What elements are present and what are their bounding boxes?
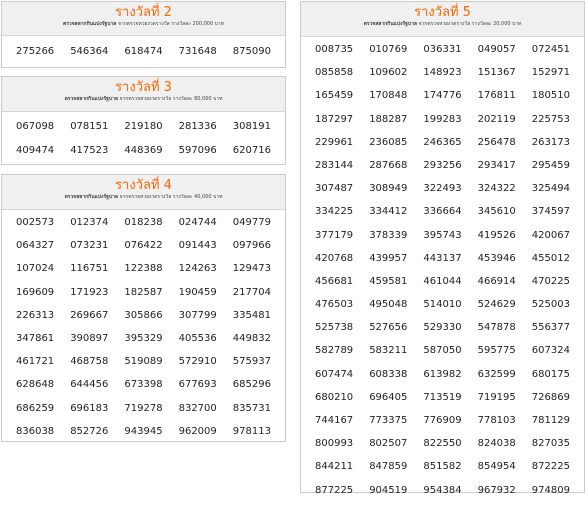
prize-number: 455012 [531, 252, 570, 264]
prize-number: 395329 [124, 332, 163, 344]
prize-number: 229961 [315, 136, 354, 148]
prize-number: 374597 [531, 206, 570, 218]
prize-4-issuer: ตรวจสลากกินแบ่งรัฐบาล [64, 194, 118, 200]
prize-number: 525738 [315, 322, 354, 334]
prize-number: 067098 [16, 121, 55, 132]
prize-number: 847859 [369, 461, 408, 473]
prize-number: 281336 [178, 121, 217, 132]
prize-number: 049779 [232, 217, 271, 228]
prize-3-title: รางวัลที่ 3 [115, 80, 172, 95]
prize-number: 225753 [531, 113, 570, 125]
prize-number: 904519 [369, 484, 408, 496]
prize-number: 217704 [232, 286, 271, 298]
prize-number: 409474 [16, 145, 55, 156]
prize-number: 800993 [315, 438, 354, 450]
prize-number: 390897 [70, 332, 109, 344]
prize-number: 519089 [124, 356, 163, 368]
prize-number: 109602 [369, 67, 408, 79]
prize-3-header [2, 77, 285, 112]
prize-number: 618474 [124, 46, 163, 57]
prize-number: 449832 [232, 332, 271, 344]
prize-number: 024744 [178, 217, 217, 228]
prize-number: 293256 [423, 159, 462, 171]
prize-number: 124263 [178, 263, 217, 275]
prize-number: 802507 [369, 438, 408, 450]
prize-number: 049057 [477, 44, 516, 55]
prize-number: 107024 [16, 263, 55, 275]
prize-number: 875090 [232, 46, 271, 57]
prize-number: 527656 [369, 322, 408, 334]
prize-number: 744167 [315, 415, 354, 426]
prize-number: 854954 [477, 461, 516, 473]
prize-number: 419526 [477, 229, 516, 241]
prize-number: 334225 [315, 206, 354, 218]
prize-5-subtitle [301, 21, 584, 30]
prize-number: 781129 [531, 415, 570, 426]
prize-number: 378339 [369, 229, 408, 241]
prize-number: 731648 [178, 46, 217, 57]
prize-number: 002573 [16, 217, 55, 228]
prize-number: 572910 [178, 356, 217, 368]
prize-number: 170848 [369, 90, 408, 102]
prize-number: 470225 [531, 275, 570, 287]
prize-5-numbers [301, 37, 584, 502]
prize-number: 072451 [531, 44, 570, 55]
prize-number: 325494 [531, 183, 570, 195]
prize-number: 182587 [124, 286, 163, 298]
prize-number: 305866 [124, 309, 163, 321]
prize-number: 190459 [178, 286, 217, 298]
prize-number: 308191 [232, 121, 271, 132]
prize-number: 719195 [477, 391, 516, 403]
prize-number: 696405 [369, 391, 408, 403]
prize-number: 176811 [477, 90, 516, 102]
prize-number: 395743 [423, 229, 462, 241]
prize-number: 439957 [369, 252, 408, 264]
prize-number: 008735 [315, 44, 354, 55]
prize-number: 851582 [423, 461, 462, 473]
prize-number: 852726 [70, 425, 109, 437]
prize-number: 556377 [531, 322, 570, 334]
prize-number: 607474 [315, 368, 354, 380]
prize-number: 620716 [232, 145, 271, 156]
prize-number: 018238 [124, 217, 163, 228]
prize-2-desc: จากตรวจหวยงวดรางวัล รางวัลละ 200,000 บาท [117, 21, 225, 27]
prize-number: 827035 [531, 438, 570, 450]
prize-number: 199283 [423, 113, 462, 125]
prize-number: 468758 [70, 356, 109, 368]
prize-number: 608338 [369, 368, 408, 380]
prize-number: 713519 [423, 391, 462, 403]
prize-number: 307799 [178, 309, 217, 321]
prize-number: 773375 [369, 415, 408, 426]
prize-number: 295459 [531, 159, 570, 171]
prize-4-title: รางวัลที่ 4 [115, 178, 172, 193]
prize-number: 726869 [531, 391, 570, 403]
prize-number: 835731 [232, 402, 271, 414]
prize-5-desc: จากตรวจหวยงวดรางวัล รางวัลละ 20,000 บาท [418, 21, 522, 27]
prize-5-header [301, 2, 584, 37]
prize-5-panel [300, 1, 585, 496]
prize-number: 256478 [477, 136, 516, 148]
prize-number: 336664 [423, 206, 462, 218]
prize-number: 719278 [124, 402, 163, 414]
prize-number: 283144 [315, 159, 354, 171]
prize-number: 587050 [423, 345, 462, 357]
prize-number: 466914 [477, 275, 516, 287]
prize-number: 097966 [232, 240, 271, 252]
prize-number: 293417 [477, 159, 516, 171]
prize-number: 443137 [423, 252, 462, 264]
prize-number: 696183 [70, 402, 109, 414]
prize-number: 091443 [178, 240, 217, 252]
prize-number: 677693 [178, 379, 217, 391]
prize-number: 152971 [531, 67, 570, 79]
prize-number: 514010 [423, 299, 462, 311]
prize-number: 307487 [315, 183, 354, 195]
prize-2-panel [1, 1, 286, 68]
prize-number: 347861 [16, 332, 55, 344]
prize-4-numbers [2, 210, 285, 443]
prize-number: 226313 [16, 309, 55, 321]
prize-number: 085858 [315, 67, 354, 79]
prize-number: 597096 [178, 145, 217, 156]
prize-number: 219180 [124, 121, 163, 132]
prize-number: 335481 [232, 309, 271, 321]
prize-3-subtitle [2, 96, 285, 105]
prize-2-header [2, 2, 285, 36]
prize-number: 420768 [315, 252, 354, 264]
prize-number: 822550 [423, 438, 462, 450]
prize-number: 644456 [70, 379, 109, 391]
prize-number: 012374 [70, 217, 109, 228]
prize-number: 202119 [477, 113, 516, 125]
prize-2-numbers [2, 36, 285, 67]
prize-number: 529330 [423, 322, 462, 334]
prize-number: 686259 [16, 402, 55, 414]
prize-number: 776909 [423, 415, 462, 426]
prize-number: 187297 [315, 113, 354, 125]
prize-2-issuer: ตรวจสลากกินแบ่งรัฐบาล [62, 21, 117, 27]
prize-number: 078151 [70, 121, 109, 132]
prize-number: 832700 [178, 402, 217, 414]
prize-number: 263173 [531, 136, 570, 148]
prize-number: 345610 [477, 206, 516, 218]
prize-number: 287668 [369, 159, 408, 171]
prize-number: 122388 [124, 263, 163, 275]
prize-number: 824038 [477, 438, 516, 450]
prize-number: 322493 [423, 183, 462, 195]
prize-number: 188287 [369, 113, 408, 125]
prize-2-subtitle [2, 21, 285, 30]
prize-number: 064327 [16, 240, 55, 252]
prize-number: 575937 [232, 356, 271, 368]
prize-number: 453946 [477, 252, 516, 264]
prize-number: 459581 [369, 275, 408, 287]
prize-number: 607324 [531, 345, 570, 357]
prize-4-panel [1, 174, 286, 442]
prize-number: 308949 [369, 183, 408, 195]
prize-number: 680175 [531, 368, 570, 380]
prize-number: 582789 [315, 345, 354, 357]
prize-number: 525003 [531, 299, 570, 311]
prize-number: 076422 [124, 240, 163, 252]
prize-number: 673398 [124, 379, 163, 391]
prize-5-title: รางวัลที่ 5 [414, 5, 471, 20]
prize-4-desc: จากตรวจหวยงวดรางวัล รางวัลละ 40,000 บาท [119, 194, 223, 200]
prize-number: 778103 [477, 415, 516, 426]
prize-number: 954384 [423, 484, 462, 496]
prize-number: 680210 [315, 391, 354, 403]
prize-number: 151367 [477, 67, 516, 79]
prize-number: 148923 [423, 67, 462, 79]
prize-number: 010769 [369, 44, 408, 55]
prize-number: 324322 [477, 183, 516, 195]
prize-number: 628648 [16, 379, 55, 391]
prize-number: 967932 [477, 484, 516, 496]
prize-number: 165459 [315, 90, 354, 102]
prize-number: 476503 [315, 299, 354, 311]
prize-number: 405536 [178, 332, 217, 344]
prize-number: 974809 [531, 484, 570, 496]
prize-number: 524629 [477, 299, 516, 311]
prize-number: 632599 [477, 368, 516, 380]
prize-number: 269667 [70, 309, 109, 321]
prize-number: 448369 [124, 145, 163, 156]
prize-number: 116751 [70, 263, 109, 275]
prize-3-panel [1, 76, 286, 165]
prize-number: 461044 [423, 275, 462, 287]
prize-4-header [2, 175, 285, 210]
prize-number: 377179 [315, 229, 354, 241]
prize-number: 844211 [315, 461, 354, 473]
prize-number: 171923 [70, 286, 109, 298]
prize-number: 417523 [70, 145, 109, 156]
prize-3-desc: จากตรวจหวยงวดรางวัล รางวัลละ 80,000 บาท [119, 96, 223, 102]
prize-3-issuer: ตรวจสลากกินแบ่งรัฐบาล [64, 96, 118, 102]
prize-number: 495048 [369, 299, 408, 311]
prize-number: 129473 [232, 263, 271, 275]
prize-number: 943945 [124, 425, 163, 437]
prize-5-issuer: ตรวจสลากกินแบ่งรัฐบาล [363, 21, 417, 27]
prize-number: 877225 [315, 484, 354, 496]
prize-number: 978113 [232, 425, 271, 437]
prize-number: 180510 [531, 90, 570, 102]
prize-number: 169609 [16, 286, 55, 298]
prize-number: 073231 [70, 240, 109, 252]
prize-number: 546364 [70, 46, 109, 57]
prize-number: 334412 [369, 206, 408, 218]
prize-number: 595775 [477, 345, 516, 357]
prize-number: 420067 [531, 229, 570, 241]
prize-3-numbers [2, 112, 285, 163]
prize-number: 174776 [423, 90, 462, 102]
prize-number: 236085 [369, 136, 408, 148]
prize-number: 547878 [477, 322, 516, 334]
prize-number: 275266 [16, 46, 55, 57]
prize-number: 583211 [369, 345, 408, 357]
prize-number: 962009 [178, 425, 217, 437]
prize-2-title: รางวัลที่ 2 [115, 5, 172, 20]
prize-number: 872225 [531, 461, 570, 473]
prize-number: 036331 [423, 44, 462, 55]
prize-number: 246365 [423, 136, 462, 148]
prize-number: 461721 [16, 356, 55, 368]
prize-4-subtitle [2, 194, 285, 203]
prize-number: 456681 [315, 275, 354, 287]
prize-number: 685296 [232, 379, 271, 391]
prize-number: 613982 [423, 368, 462, 380]
prize-number: 836038 [16, 425, 55, 437]
